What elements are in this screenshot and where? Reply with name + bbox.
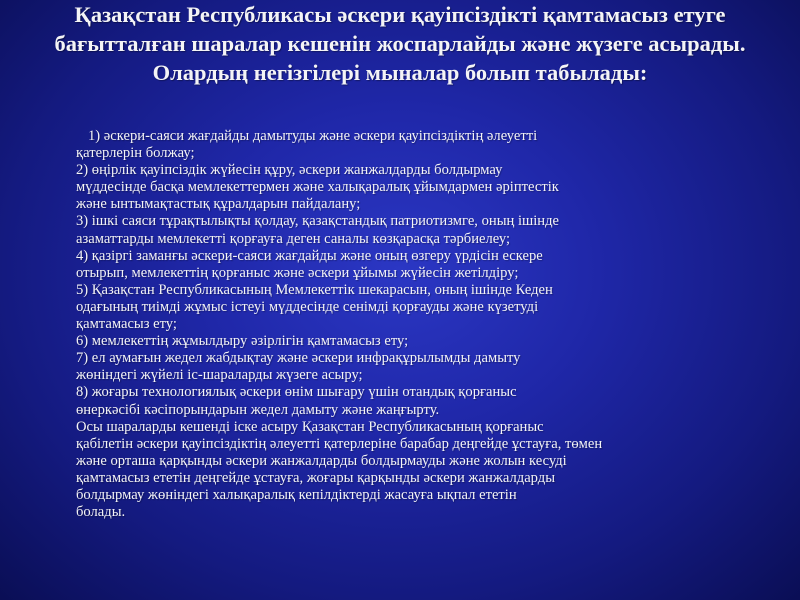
body-line: болады.	[76, 504, 126, 521]
body-line: жөніндегі жүйелі іс-шараларды жүзеге асыру;	[76, 367, 363, 384]
body-line: 5) Қазақстан Республикасының Мемлекеттік шекарасын, оның ішінде Кеден	[76, 281, 553, 298]
body-line: 8) жоғары технологиялық әскери өнім шығару үшін отандық қорғаныс	[76, 384, 517, 401]
body-line: азаматтарды мемлекетті қорғауға деген саналы көзқарасқа тәрбиелеу;	[76, 230, 511, 247]
body-line: және орташа қарқынды әскери жанжалдарды болдырмауды және жолын кесуді	[76, 452, 567, 469]
body-line: қамтамасыз ету;	[76, 316, 177, 333]
body-line: қамтамасыз ететін деңгейде ұстауға, жоғары қарқынды әскери жанжалдарды	[76, 469, 556, 486]
body-line: 3) ішкі саяси тұрақтылықты қолдау, қазақстандық патриотизмге, оның ішінде	[76, 213, 560, 230]
body-line: одағының тиімді жұмыс істеуі мүддесінде сенімді қорғауды және күзетуді	[76, 298, 539, 315]
body-line: және ынтымақтастық құралдарын пайдалану;	[76, 196, 361, 213]
body-line: отырып, мемлекеттің қорғаныс және әскери ұйымы жүйесін жетілдіру;	[76, 264, 519, 281]
body-line: 6) мемлекеттің жұмылдыру әзірлігін қамтамасыз ету;	[76, 333, 409, 350]
body-line: қабілетін әскери қауіпсіздіктің әлеуетті қатерлеріне барабар деңгейде ұстауға, төмен	[76, 435, 603, 452]
body-line: Осы шараларды кешенді іске асыру Қазақстан Республикасының қорғаныс	[76, 418, 544, 435]
body-line: болдырмау жөніндегі халықаралық кепілдіктерді жасауға ықпал ететін	[76, 486, 517, 503]
body-line: 4) қазіргі заманғы әскери-саяси жағдайды және оның өзгеру үрдісін ескере	[76, 247, 543, 264]
body-line: қатерлерін болжау;	[76, 145, 195, 162]
body-line: 1) әскери-саяси жағдайды дамытуды және әскери қауіпсіздіктің әлеуетті	[88, 128, 538, 144]
slide-body	[76, 128, 776, 521]
body-line: 2) өңірлік қауіпсіздік жүйесін құру, әскери жанжалдарды болдырмау	[76, 162, 503, 179]
body-line: мүддесінде басқа мемлекеттермен және халықаралық ұйымдармен әріптестік	[76, 179, 559, 196]
body-line: 7) ел аумағын жедел жабдықтау және әскери инфрақұрылымды дамыту	[76, 350, 521, 367]
slide-title: Қазақстан Республикасы әскери қауіпсіздікті қамтамасыз етуге бағытталған шаралар кешенін жоспарлайды және жүзеге асырады. Олардың негізгілері мыналар болып табылады:	[54, 2, 746, 85]
body-line: өнеркәсібі кәсіпорындарын жедел дамыту және жаңғырту.	[76, 401, 440, 418]
